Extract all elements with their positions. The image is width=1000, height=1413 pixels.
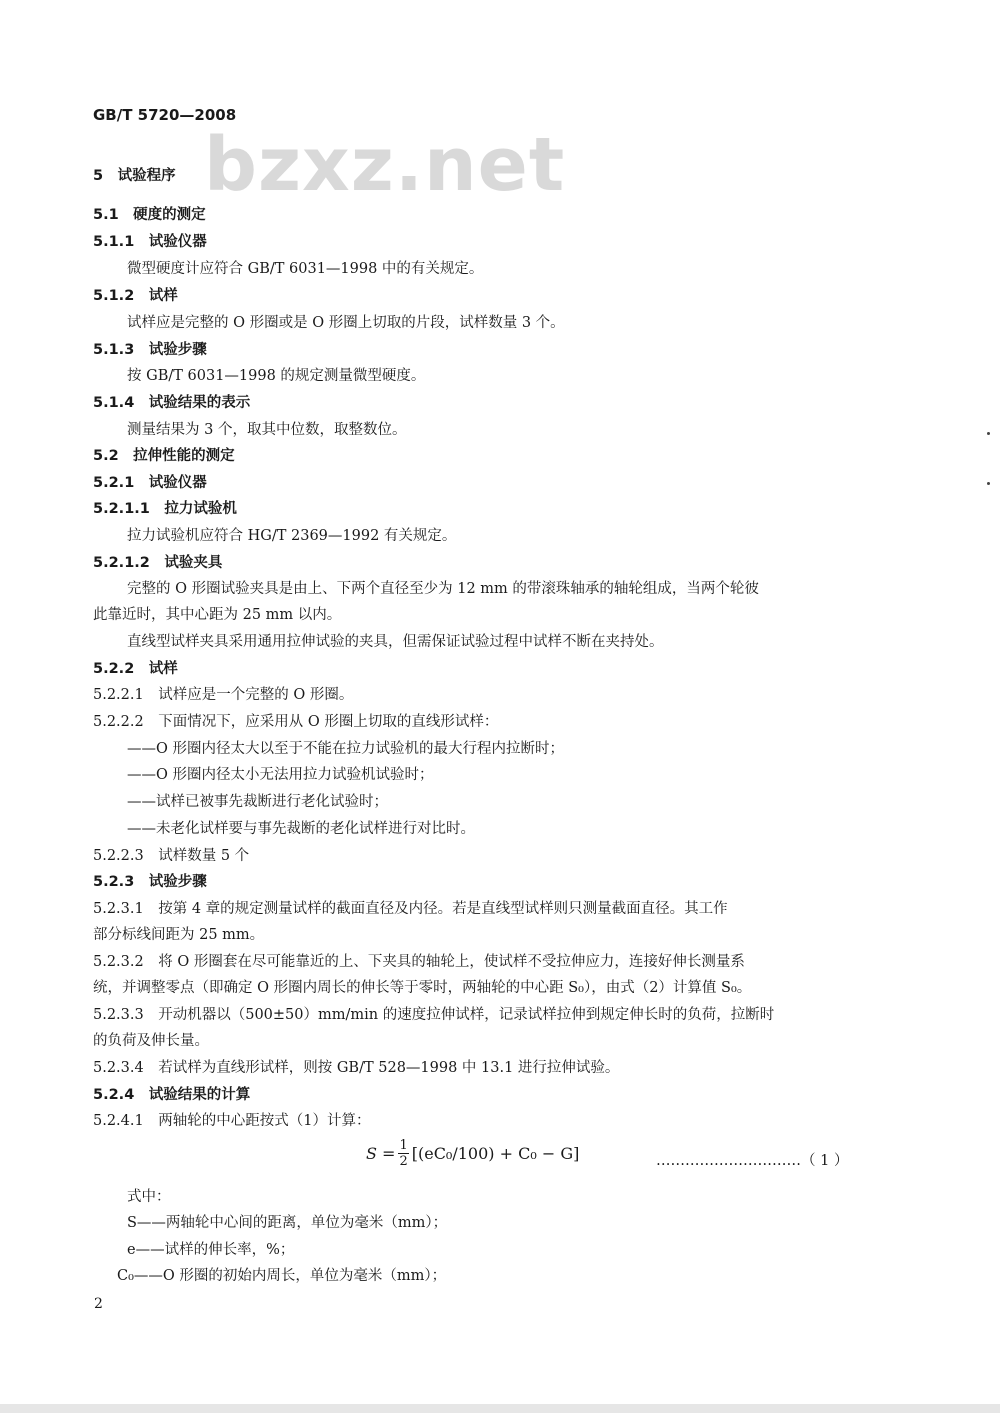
section-5-2-1-2-heading: 5.2.1.2 试验夹具: [93, 555, 223, 571]
list-item: ——未老化试样要与事先裁断的老化试样进行对比时。: [127, 821, 475, 837]
watermark: bzxz.net: [204, 122, 566, 208]
formula-fraction: [398, 1138, 408, 1169]
formula-lhs: S =: [366, 1144, 396, 1163]
section-5-2-1-2-text-line3: 直线型试样夹具采用通用拉伸试验的夹具，但需保证试验过程中试样不断在夹持处。: [127, 634, 664, 650]
section-5-2-1-1-heading: 5.2.1.1 拉力试验机: [93, 501, 237, 517]
list-item: ——O 形圈内径太大以至于不能在拉力试验机的最大行程内拉断时；: [127, 741, 564, 757]
section-5-2-3-2-line2: 统，并调整零点（即确定 O 形圈内周长的伸长等于零时，两轴轮的中心距 S₀），由式（2）计算值 S₀。: [93, 980, 752, 996]
section-5-1-heading: 5.1 硬度的测定: [93, 207, 206, 223]
section-5-2-heading: 5.2 拉伸性能的测定: [93, 448, 235, 464]
formula-numerator: 1: [399, 1138, 408, 1153]
section-5-1-3-text: 按 GB/T 6031—1998 的规定测量微型硬度。: [127, 368, 426, 384]
section-5-2-2-2-text: 5.2.2.2 下面情况下，应采用从 O 形圈上切取的直线形试样：: [93, 714, 499, 730]
list-item: ——试样已被事先裁断进行老化试验时；: [127, 794, 388, 810]
section-5-2-1-2-text-line1: 完整的 O 形圈试验夹具是由上、下两个直径至少为 12 mm 的带滚珠轴承的轴轮组成，当两个轮彼: [127, 581, 759, 597]
section-5-2-1-1-text: 拉力试验机应符合 HG/T 2369—1992 有关规定。: [127, 528, 457, 544]
section-5-2-2-heading: 5.2.2 试样: [93, 661, 178, 677]
scan-speck: [987, 482, 990, 485]
section-5-2-3-4-text: 5.2.3.4 若试样为直线形试样，则按 GB/T 528—1998 中 13.1 进行拉伸试验。: [93, 1060, 620, 1076]
page-bottom-edge: [0, 1404, 1000, 1413]
section-5-2-4-1-text: 5.2.4.1 两轴轮的中心距按式（1）计算：: [93, 1113, 371, 1129]
section-5-1-2-heading: 5.1.2 试样: [93, 288, 178, 304]
section-5-2-4-heading: 5.2.4 试验结果的计算: [93, 1087, 251, 1103]
formula-number: …………………………（ 1 ）: [656, 1153, 849, 1169]
section-5-2-3-3-line2: 的负荷及伸长量。: [93, 1033, 209, 1049]
section-5-2-3-heading: 5.2.3 试验步骤: [93, 874, 207, 890]
where-label: 式中：: [127, 1189, 171, 1205]
section-5-1-3-heading: 5.1.3 试验步骤: [93, 342, 207, 358]
section-5-2-3-2-line1: 5.2.3.2 将 O 形圈套在尽可能靠近的上、下夹具的轴轮上，使试样不受拉伸应力，连接好伸长测量系: [93, 954, 745, 970]
list-item: ——O 形圈内径太小无法用拉力试验机试验时；: [127, 767, 434, 783]
formula-1: [366, 1138, 579, 1169]
formula-rhs: [(eC₀/100) + C₀ − G]: [411, 1144, 580, 1163]
section-5-1-4-text: 测量结果为 3 个，取其中位数，取整数位。: [127, 422, 407, 438]
section-5-1-4-heading: 5.1.4 试验结果的表示: [93, 395, 251, 411]
section-5-2-3-1-line1: 5.2.3.1 按第 4 章的规定测量试样的截面直径及内径。若是直线型试样则只测量截面直径。其工作: [93, 901, 728, 917]
section-5-2-3-1-line2: 部分标线间距为 25 mm。: [93, 927, 265, 943]
where-item: e——试样的伸长率，%；: [127, 1242, 295, 1258]
section-5-1-2-text: 试样应是完整的 O 形圈或是 O 形圈上切取的片段，试样数量 3 个。: [127, 315, 565, 331]
section-5-2-2-1-text: 5.2.2.1 试样应是一个完整的 O 形圈。: [93, 687, 354, 703]
section-5-1-1-heading: 5.1.1 试验仪器: [93, 234, 207, 250]
section-5-2-1-2-text-line2: 此靠近时，其中心距为 25 mm 以内。: [93, 607, 342, 623]
section-5-2-3-3-line1: 5.2.3.3 开动机器以（500±50）mm/min 的速度拉伸试样，记录试样拉伸到规定伸长时的负荷，拉断时: [93, 1007, 775, 1023]
standard-number: GB/T 5720—2008: [93, 106, 237, 124]
section-5-heading: 5 试验程序: [93, 168, 176, 184]
page-number: 2: [94, 1296, 103, 1312]
where-item: C₀——O 形圈的初始内周长，单位为毫米（mm）；: [117, 1268, 447, 1284]
section-5-2-1-heading: 5.2.1 试验仪器: [93, 475, 207, 491]
scan-speck: [987, 432, 990, 435]
section-5-1-1-text: 微型硬度计应符合 GB/T 6031—1998 中的有关规定。: [127, 261, 484, 277]
formula-denominator: 2: [399, 1154, 408, 1169]
where-item: S——两轴轮中心间的距离，单位为毫米（mm）；: [127, 1215, 448, 1231]
section-5-2-2-3-text: 5.2.2.3 试样数量 5 个: [93, 848, 250, 864]
